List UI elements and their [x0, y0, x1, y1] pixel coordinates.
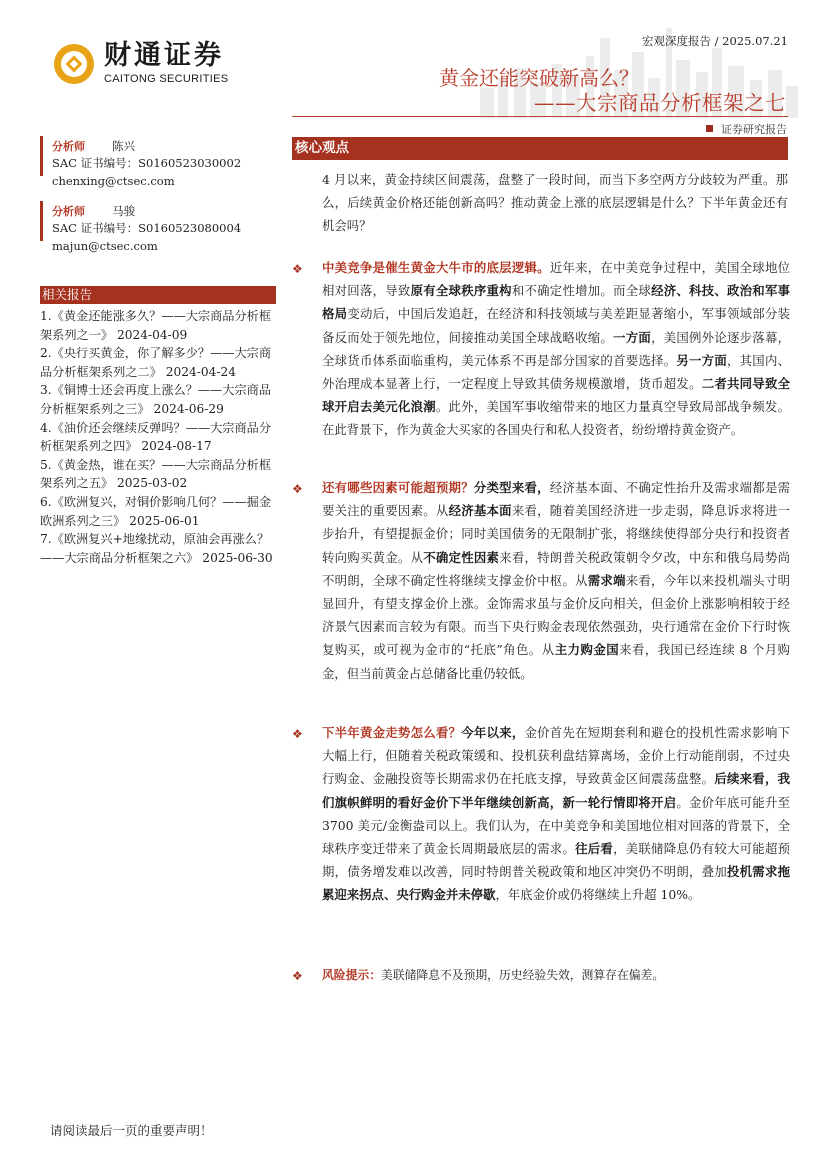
point-emphasis: 二者共同导致全球开启去美元化浪潮: [322, 376, 791, 415]
analyst-marker: [40, 136, 43, 176]
related-report-link[interactable]: 1.《黄金还能涨多久？——大宗商品分析框架系列之一》 2024-04-09: [40, 309, 272, 342]
analyst-role: 分析师: [52, 205, 85, 218]
point-text: 变动后，中国后发追赶，在经济和科技领域与美差距显著缩小，军事领域部分装备反而处于领先地位，间接推动美国全球战略收缩。: [322, 306, 791, 345]
square-bullet-icon: [706, 125, 713, 132]
analyst-email: majun@ctsec.com: [52, 239, 158, 253]
report-meta: 宏观深度报告 / 2025.07.21: [641, 34, 788, 48]
point-second-half-outlook: [322, 721, 790, 907]
report-subtitle: ——大宗商品分析框架之七: [534, 91, 786, 115]
point-text: 。此外，美国军事收缩带来的地区力量真空导致局部战争频发。在此背景下，作为黄金大买家的各国央行和私人投资者，纷纷增持黄金资产。: [322, 399, 791, 438]
point-emphasis: 经济、科技、政治和军事格局: [322, 283, 791, 322]
point-heading: 中美竞争是催生黄金大牛市的底层逻辑。: [322, 260, 550, 275]
footer-disclaimer: 请阅读最后一页的重要声明！: [50, 1123, 213, 1138]
caitong-logo-icon: [52, 42, 96, 86]
point-emphasis: 今年以来，: [461, 725, 525, 740]
point-emphasis: 需求端: [587, 572, 626, 588]
related-report-link[interactable]: 7.《欧洲复兴+地缘扰动，原油会再涨么？——大宗商品分析框架之六》 2025-06-30: [40, 532, 273, 565]
logo-chinese-name: 财通证券: [104, 40, 224, 71]
point-emphasis: 主力购金国: [554, 642, 620, 658]
risk-text: 美联储降息不及预期，历史经验失效，测算存在偏差。: [381, 968, 665, 982]
point-emphasis: 一方面: [613, 329, 652, 345]
point-text: 来看，随着美国经济进一步走弱，降息诉求将进一步抬升，有望提振金价；同时美国债务的无限制扩张，将继续使得部分央行和投资者转向购买黄金。从: [322, 503, 791, 565]
analyst-email: chenxing@ctsec.com: [52, 174, 175, 188]
report-type-text: 证券研究报告: [721, 123, 787, 136]
point-emphasis: 原有全球秩序重构: [410, 283, 512, 299]
related-reports-list: [40, 307, 276, 567]
point-text: 经济基本面、不确定性抬升及需求端都是需要关注的重要因素。从: [322, 480, 791, 519]
analyst-block-2: [52, 200, 241, 253]
risk-warning: [322, 966, 790, 983]
point-emphasis: 往后看: [575, 841, 614, 857]
report-type-label: [706, 121, 787, 137]
point-heading: 还有哪些因素可能超预期？: [322, 480, 474, 495]
risk-heading: 风险提示：: [322, 968, 381, 982]
point-text: ，其国内、外治理成本显著上行，一定程度上导致其债务规模激增，货币超发。: [322, 352, 791, 392]
point-emphasis: 另一方面: [676, 352, 727, 368]
intro-paragraph: 4 月以来，黄金持续区间震荡，盘整了一段时间，而当下多空两方分歧较为严重。那么，后续黄金价格还能创新高吗？推动黄金上涨的底层逻辑是什么？下半年黄金还有机会吗？: [322, 172, 788, 233]
point-us-china-competition: [322, 256, 790, 442]
related-reports-heading: 相关报告: [40, 286, 276, 304]
point-text: ，美国例外论逐步落幕，全球货币体系面临重构，美元体系不再是部分国家的首要选择。: [322, 329, 791, 368]
point-emphasis: 分类型来看，: [473, 480, 550, 495]
point-unexpected-factors: [322, 476, 790, 685]
point-text: 近年来，在中美竞争过程中，美国全球地位相对回落，导致: [322, 260, 791, 299]
analyst-sac: SAC 证书编号：S0160523080004: [52, 221, 242, 235]
point-emphasis: 经济基本面: [448, 503, 512, 519]
point-text: 。金价年底可能升至 3700 美元/金衡盎司以上。我们认为，在中美竞争和美国地位相对回落的背景下，全球秩序变迁带来了黄金长周期最底层的需求。: [322, 794, 791, 857]
point-text: ，年底金价或仍将继续上升超 10%。: [495, 887, 701, 903]
point-text: 和不确定性增加。而全球: [511, 283, 652, 299]
related-report-link[interactable]: 3.《铜博士还会再度上涨么？——大宗商品分析框架系列之三》 2024-06-29: [40, 383, 272, 416]
point-emphasis: 后续来看，我们旗帜鲜明的看好金价下半年继续创新高，新一轮行情即将开启: [322, 771, 791, 810]
point-heading: 下半年黄金走势怎么看？: [322, 725, 462, 740]
related-report-link[interactable]: 2.《央行买黄金，你了解多少？——大宗商品分析框架系列之二》 2024-04-24: [40, 346, 272, 379]
point-emphasis: 投机需求拖累迎来拐点、央行购金并未停歇: [322, 864, 791, 903]
point-text: 金价首先在短期套利和避仓的投机性需求影响下大幅上行，但随着关税政策缓和、投机获利盘结算离场，金价上行动能削弱，不过央行购金、金融投资等长期需求仍在托底支撑，导致黄金区间震荡盘整。: [322, 725, 791, 787]
related-report-link[interactable]: 4.《油价还会继续反弹吗？——大宗商品分析框架系列之四》 2024-08-17: [40, 420, 272, 454]
diamond-bullet-icon: ❖: [292, 727, 303, 741]
report-title: 黄金还能突破新高么？: [439, 66, 639, 90]
point-text: ，美联储降息仍有较大可能超预期，债务增发难以改善，同时特朗普关税政策和地区冲突仍不明朗，叠加: [322, 841, 791, 880]
analyst-name: 马骏: [112, 204, 136, 218]
diamond-bullet-icon: ❖: [292, 262, 303, 276]
related-report-link[interactable]: 6.《欧洲复兴，对铜价影响几何？——掘金欧洲系列之三》 2025-06-01: [40, 494, 272, 528]
diamond-bullet-icon: ❖: [292, 482, 303, 496]
related-report-link[interactable]: 5.《黄金热，谁在买？——大宗商品分析框架系列之五》 2025-03-02: [40, 457, 272, 491]
diamond-bullet-icon: ❖: [292, 969, 303, 983]
point-emphasis: 不确定性因素: [423, 549, 500, 565]
analyst-marker: [40, 201, 43, 241]
point-text: 来看，今年以来投机端头寸明显回升，有望支撑金价上涨。金饰需求虽与金价反向相关，但金价上涨影响相较于经济景气因素而言较为有限。而当下央行购金表现依然强劲，央行通常在金价下行时恢复购买，或可视为金市的“托底”角色。从: [322, 572, 791, 658]
title-divider: [292, 116, 788, 117]
analyst-block-1: [52, 135, 241, 188]
point-text: 来看，特朗普关税政策朝令夕改，中东和俄乌局势尚不明朗，全球不确定性将继续支撑金价中枢。从: [322, 549, 791, 588]
analyst-sac: SAC 证书编号：S0160523030002: [52, 156, 242, 170]
point-text: 来看，我国已经连续 8 个月购金，但当前黄金占总储备比重仍较低。: [322, 642, 791, 681]
analyst-name: 陈兴: [112, 139, 136, 153]
logo-english-name: CAITONG SECURITIES: [104, 73, 229, 85]
core-views-heading: 核心观点: [292, 137, 788, 160]
analyst-role: 分析师: [52, 140, 85, 153]
